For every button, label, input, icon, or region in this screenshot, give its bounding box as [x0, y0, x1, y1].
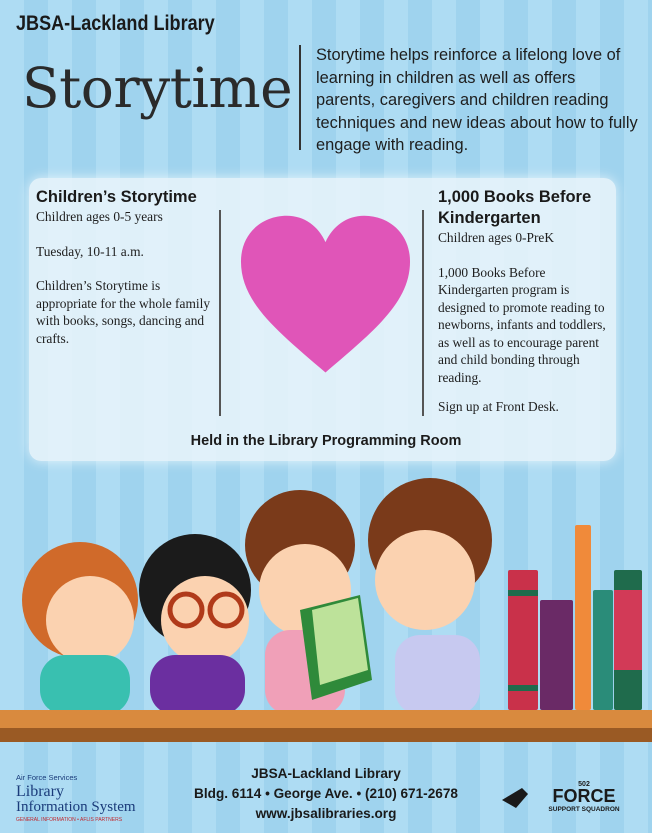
thousand-books-heading: 1,000 Books Before Kindergarten: [438, 188, 592, 227]
book-purple: [540, 600, 573, 710]
svg-text:Information System: Information System: [16, 799, 136, 815]
library-information-system-logo: [14, 770, 154, 824]
svg-text:GENERAL INFORMATION • AFLIS PA: GENERAL INFORMATION • AFLIS PARTNERS: [16, 817, 123, 823]
svg-text:FORCE: FORCE: [552, 786, 616, 806]
right-divider: [422, 210, 424, 416]
thousand-books-description: 1,000 Books Before Kindergarten program is designed to promote reading to newborns, infants and toddlers, as well as to encourage parent and child bonding through reading.: [438, 264, 606, 385]
childrens-storytime-description: Children’s Storytime is appropriate for the whole family with books, songs, dancing and crafts.: [36, 278, 211, 346]
svg-text:Air Force Services: Air Force Services: [16, 773, 78, 782]
svg-text:Library: Library: [16, 783, 64, 800]
footer-address: Bldg. 6114 • George Ave. • (210) 671-2678: [194, 786, 458, 801]
book-orange: [575, 525, 591, 710]
footer-website[interactable]: www.jbsalibraries.org: [255, 806, 397, 821]
bookshelf: [0, 710, 652, 730]
childrens-storytime-section: [36, 187, 216, 347]
library-brand: JBSA-Lackland Library: [16, 12, 215, 35]
footer-library-name: JBSA-Lackland Library: [251, 766, 401, 781]
thousand-books-signup: Sign up at Front Desk.: [438, 399, 559, 414]
children-reading-illustration: [0, 470, 652, 760]
force-support-squadron-logo: [500, 778, 640, 814]
svg-text:502: 502: [578, 781, 590, 788]
thousand-books-section: [438, 187, 618, 416]
childrens-storytime-heading: Children’s Storytime: [36, 188, 197, 206]
heart-icon: [237, 214, 414, 376]
childrens-storytime-schedule: Tuesday, 10-11 a.m.: [36, 243, 144, 259]
book-teal: [593, 590, 613, 710]
intro-paragraph: Storytime helps reinforce a lifelong love of learning in children as well as offers parents, caregivers and children reading techniques and new ideas about how to fully engage with reading.: [316, 46, 638, 155]
thousand-books-ages: Children ages 0-PreK: [438, 230, 555, 245]
location-note: Held in the Library Programming Room: [190, 433, 462, 449]
svg-text:SUPPORT SQUADRON: SUPPORT SQUADRON: [548, 806, 620, 813]
page-title: Storytime: [22, 56, 293, 120]
eagle-icon: [502, 788, 528, 808]
childrens-storytime-ages: Children ages 0-5 years: [36, 209, 163, 224]
title-divider: [299, 45, 301, 150]
left-divider: [219, 210, 221, 416]
